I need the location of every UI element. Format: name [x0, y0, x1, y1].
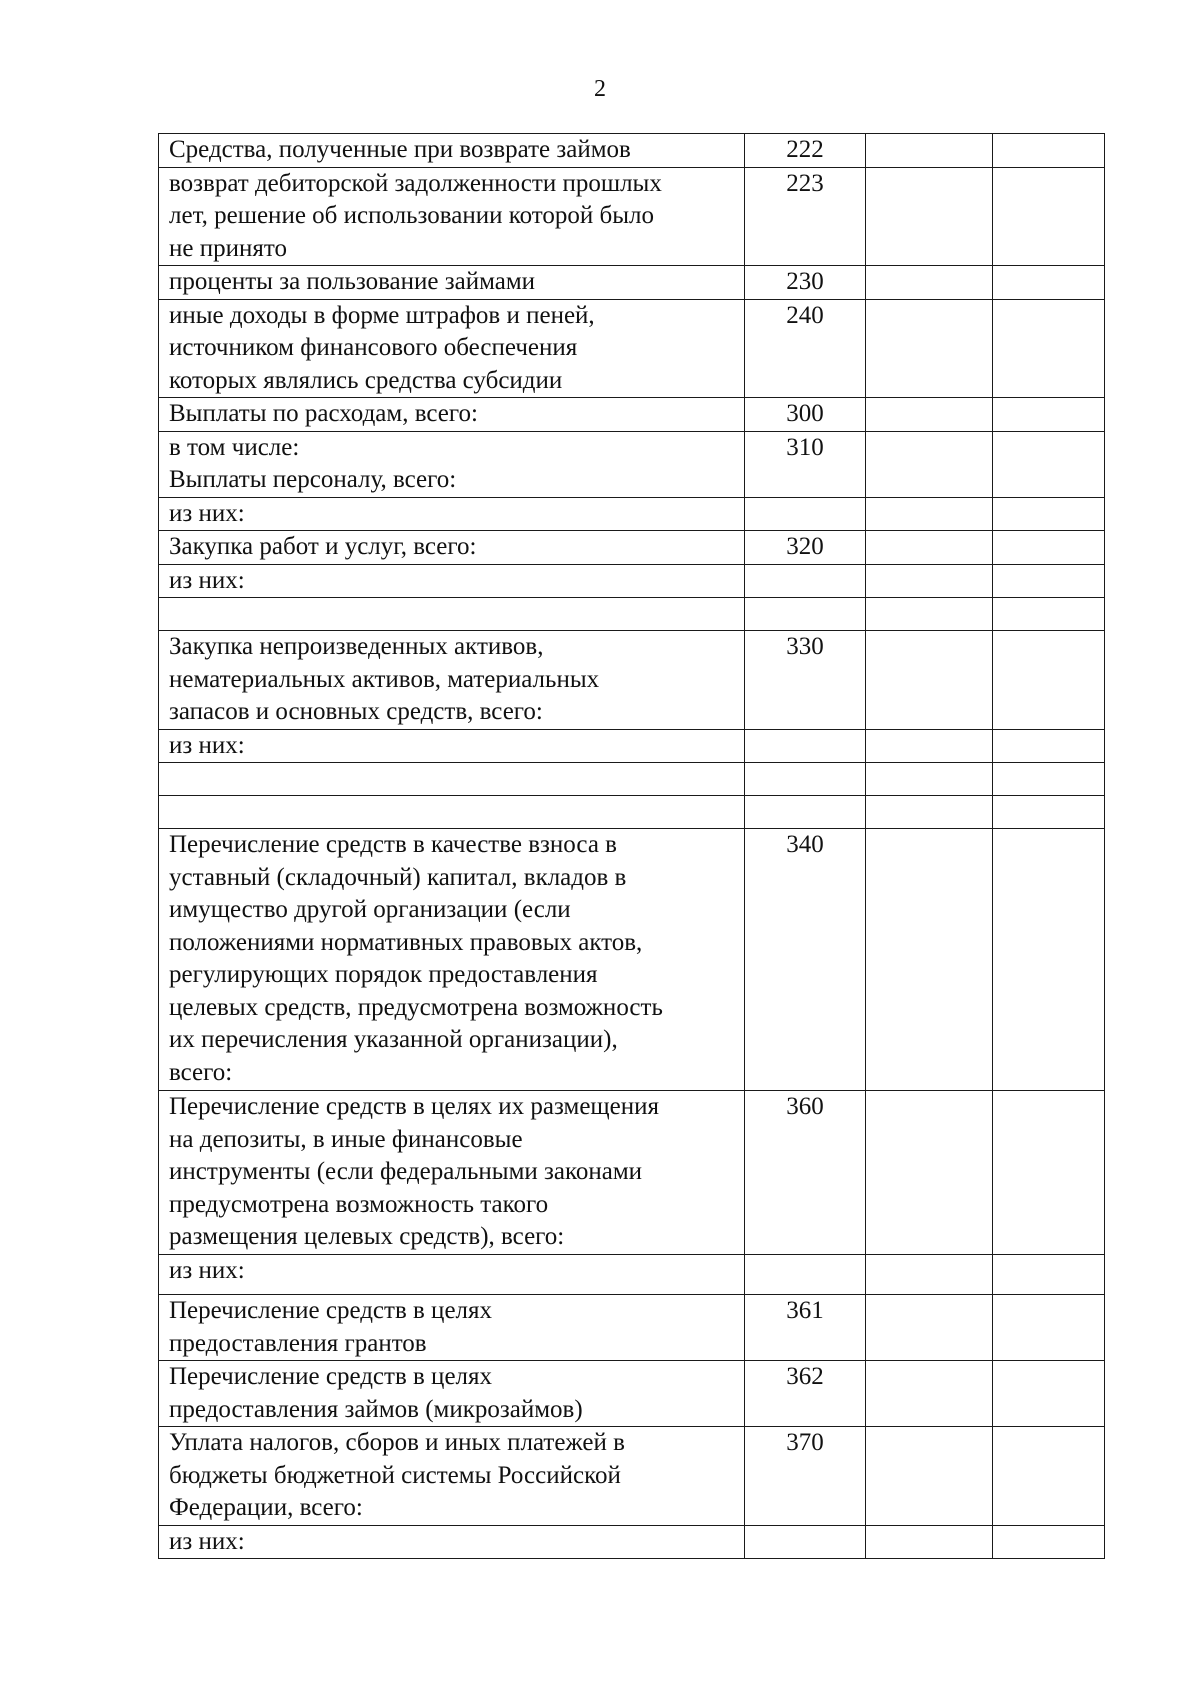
- row-code: 230: [745, 266, 866, 300]
- row-value-1: [866, 299, 993, 398]
- row-label: [159, 598, 745, 631]
- row-value-2: [993, 1255, 1105, 1295]
- row-code: 300: [745, 398, 866, 432]
- row-label: возврат дебиторской задолженности прошлых лет, решение об использовании которой было не принято: [159, 167, 745, 266]
- row-value-1: [866, 1361, 993, 1427]
- row-value-2: [993, 398, 1105, 432]
- row-code: 330: [745, 631, 866, 730]
- row-label: [159, 796, 745, 829]
- row-label: Выплаты по расходам, всего:: [159, 398, 745, 432]
- row-label: иные доходы в форме штрафов и пеней, источником финансового обеспечения которых являлись средства субсидии: [159, 299, 745, 398]
- table-row: [159, 1427, 1105, 1526]
- row-code: [745, 763, 866, 796]
- row-value-1: [866, 531, 993, 565]
- table-row: [159, 1255, 1105, 1295]
- row-code: 360: [745, 1091, 866, 1255]
- row-label: Уплата налогов, сборов и иных платежей в бюджеты бюджетной системы Российской Федерации, всего:: [159, 1427, 745, 1526]
- row-code: 362: [745, 1361, 866, 1427]
- row-value-1: [866, 598, 993, 631]
- row-value-2: [993, 266, 1105, 300]
- page-number: 2: [594, 76, 606, 102]
- row-value-2: [993, 1091, 1105, 1255]
- row-value-2: [993, 299, 1105, 398]
- table-row: [159, 598, 1105, 631]
- row-value-2: [993, 497, 1105, 531]
- row-code: 310: [745, 431, 866, 497]
- row-value-2: [993, 763, 1105, 796]
- table-row: [159, 299, 1105, 398]
- row-label: Перечисление средств в целях предоставления займов (микрозаймов): [159, 1361, 745, 1427]
- table-row: [159, 631, 1105, 730]
- row-value-2: [993, 729, 1105, 763]
- table-row: [159, 167, 1105, 266]
- report-table: [158, 133, 1105, 1559]
- row-label: Закупка непроизведенных активов, нематериальных активов, материальных запасов и основных средств, всего:: [159, 631, 745, 730]
- table-row: [159, 729, 1105, 763]
- row-value-2: [993, 1295, 1105, 1361]
- row-value-2: [993, 1361, 1105, 1427]
- table-row: [159, 829, 1105, 1091]
- row-value-2: [993, 564, 1105, 598]
- row-value-2: [993, 531, 1105, 565]
- table-row: [159, 1295, 1105, 1361]
- table-row: [159, 398, 1105, 432]
- row-label: Перечисление средств в целях предоставления грантов: [159, 1295, 745, 1361]
- table-row: [159, 266, 1105, 300]
- row-code: [745, 564, 866, 598]
- row-code: [745, 1525, 866, 1559]
- row-code: [745, 729, 866, 763]
- row-label: Закупка работ и услуг, всего:: [159, 531, 745, 565]
- row-value-1: [866, 1255, 993, 1295]
- row-value-1: [866, 1295, 993, 1361]
- row-value-1: [866, 631, 993, 730]
- row-value-1: [866, 564, 993, 598]
- row-value-2: [993, 1525, 1105, 1559]
- table-row: [159, 1525, 1105, 1559]
- row-value-1: [866, 431, 993, 497]
- row-value-1: [866, 729, 993, 763]
- row-code: 320: [745, 531, 866, 565]
- row-label: Перечисление средств в качестве взноса в уставный (складочный) капитал, вкладов в имущество другой организации (если положениями нормативных правовых актов, регулирующих порядок предоставления целевых средств, предусмотрена возможность их перечисления указанной организации), всего:: [159, 829, 745, 1091]
- table-row: [159, 564, 1105, 598]
- row-label: Перечисление средств в целях их размещения на депозиты, в иные финансовые инструменты (если федеральными законами предусмотрена возможность такого размещения целевых средств), всего:: [159, 1091, 745, 1255]
- row-value-2: [993, 167, 1105, 266]
- table-row: [159, 1361, 1105, 1427]
- row-value-2: [993, 1427, 1105, 1526]
- table-row: [159, 1091, 1105, 1255]
- row-label: Средства, полученные при возврате займов: [159, 134, 745, 168]
- row-code: 340: [745, 829, 866, 1091]
- row-label: в том числе: Выплаты персоналу, всего:: [159, 431, 745, 497]
- row-value-1: [866, 763, 993, 796]
- table-row: [159, 497, 1105, 531]
- row-value-1: [866, 497, 993, 531]
- table-row: [159, 431, 1105, 497]
- row-label: проценты за пользование займами: [159, 266, 745, 300]
- table-row: [159, 134, 1105, 168]
- row-value-2: [993, 598, 1105, 631]
- row-value-1: [866, 167, 993, 266]
- row-value-2: [993, 431, 1105, 497]
- row-value-1: [866, 1427, 993, 1526]
- table-row: [159, 763, 1105, 796]
- row-code: [745, 1255, 866, 1295]
- row-value-2: [993, 796, 1105, 829]
- table-row: [159, 796, 1105, 829]
- row-code: 370: [745, 1427, 866, 1526]
- row-label: из них:: [159, 497, 745, 531]
- row-code: 240: [745, 299, 866, 398]
- row-value-1: [866, 134, 993, 168]
- row-code: [745, 497, 866, 531]
- row-value-1: [866, 829, 993, 1091]
- row-label: из них:: [159, 1525, 745, 1559]
- row-value-1: [866, 1525, 993, 1559]
- row-label: из них:: [159, 729, 745, 763]
- row-value-2: [993, 134, 1105, 168]
- row-value-2: [993, 829, 1105, 1091]
- row-value-1: [866, 796, 993, 829]
- row-value-2: [993, 631, 1105, 730]
- row-label: из них:: [159, 564, 745, 598]
- row-code: [745, 598, 866, 631]
- row-value-1: [866, 266, 993, 300]
- row-code: [745, 796, 866, 829]
- table-row: [159, 531, 1105, 565]
- row-value-1: [866, 1091, 993, 1255]
- row-label: из них:: [159, 1255, 745, 1295]
- row-value-1: [866, 398, 993, 432]
- row-code: 361: [745, 1295, 866, 1361]
- row-label: [159, 763, 745, 796]
- row-code: 223: [745, 167, 866, 266]
- row-code: 222: [745, 134, 866, 168]
